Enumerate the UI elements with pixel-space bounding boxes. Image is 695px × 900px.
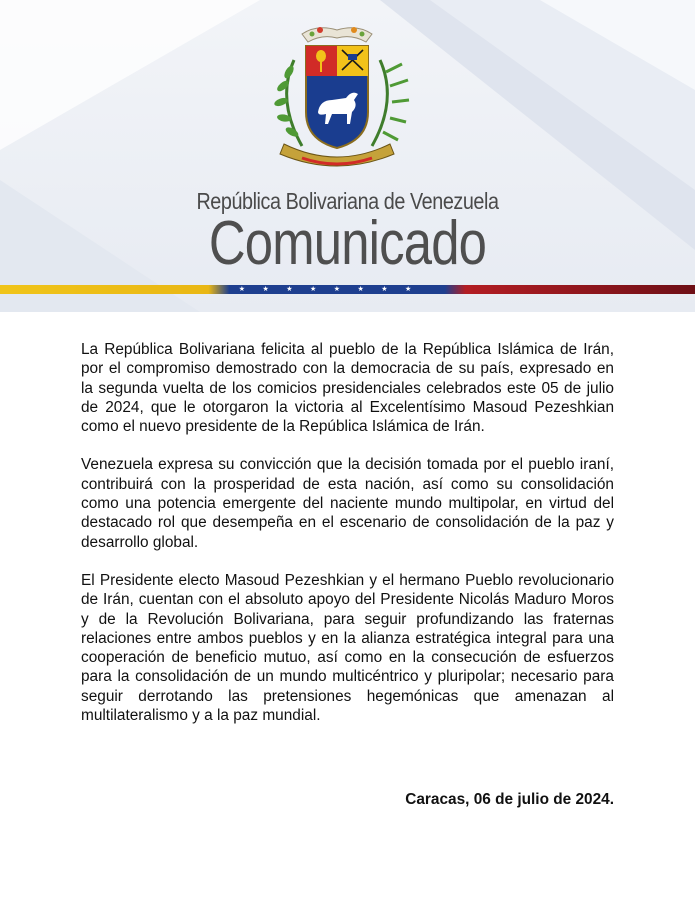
communique-header xyxy=(0,0,695,312)
star-icon: ★ xyxy=(357,286,364,293)
paragraph-1: La República Bolivariana felicita al pueblo de la República Islámica de Irán, por el compromiso demostrado con la democracia de su país, expresado en la segunda vuelta de los comicios presidenciales celebrados este 05 de julio de 2024, que le otorgaron la victoria al Excelentísimo Masoud Pezeshkian como el nuevo presidente de la República Islámica de Irán. xyxy=(81,341,614,436)
place-and-date: Caracas, 06 de julio de 2024. xyxy=(405,791,614,808)
star-icon: ★ xyxy=(404,286,412,293)
star-icon: ★ xyxy=(309,286,317,293)
star-icon: ★ xyxy=(333,286,341,293)
country-name: República Bolivariana de Venezuela xyxy=(196,188,499,214)
star-icon: ★ xyxy=(381,286,388,293)
paragraph-3: El Presidente electo Masoud Pezeshkian y el hermano Pueblo revolucionario de Irán, cuentan con el absoluto apoyo del Presidente Nicolás Maduro Moros y de la Revolución Bolivariana, para seguir profundizando las fraternas relaciones entre ambos pueblos y en la alianza estratégica integral para una cooperación de beneficio mutuo, así como en la consecución de esfuerzos para la consolidación de un mundo multicéntrico y pluripolar; necesario para seguir derrotando las pretensiones hegemónicas que amenazan al multilateralismo y a la paz mundial. xyxy=(81,571,614,725)
page-title: Comunicado xyxy=(208,209,487,278)
star-icon: ★ xyxy=(238,286,246,293)
communique-body xyxy=(81,340,614,744)
stars-row xyxy=(230,285,420,294)
venezuela-coat-of-arms xyxy=(262,20,412,170)
paragraph-2: Venezuela expresa su convicción que la decisión tomada por el pueblo iraní, contribuirá con la prosperidad de esta nación, así como su consolidación como una potencia emergente del naciente mundo multipolar, en virtud del destacado rol que desempeña en el escenario de consolidación de la paz y desarrollo global. xyxy=(81,456,614,551)
star-icon: ★ xyxy=(262,286,269,293)
star-icon: ★ xyxy=(286,286,293,293)
